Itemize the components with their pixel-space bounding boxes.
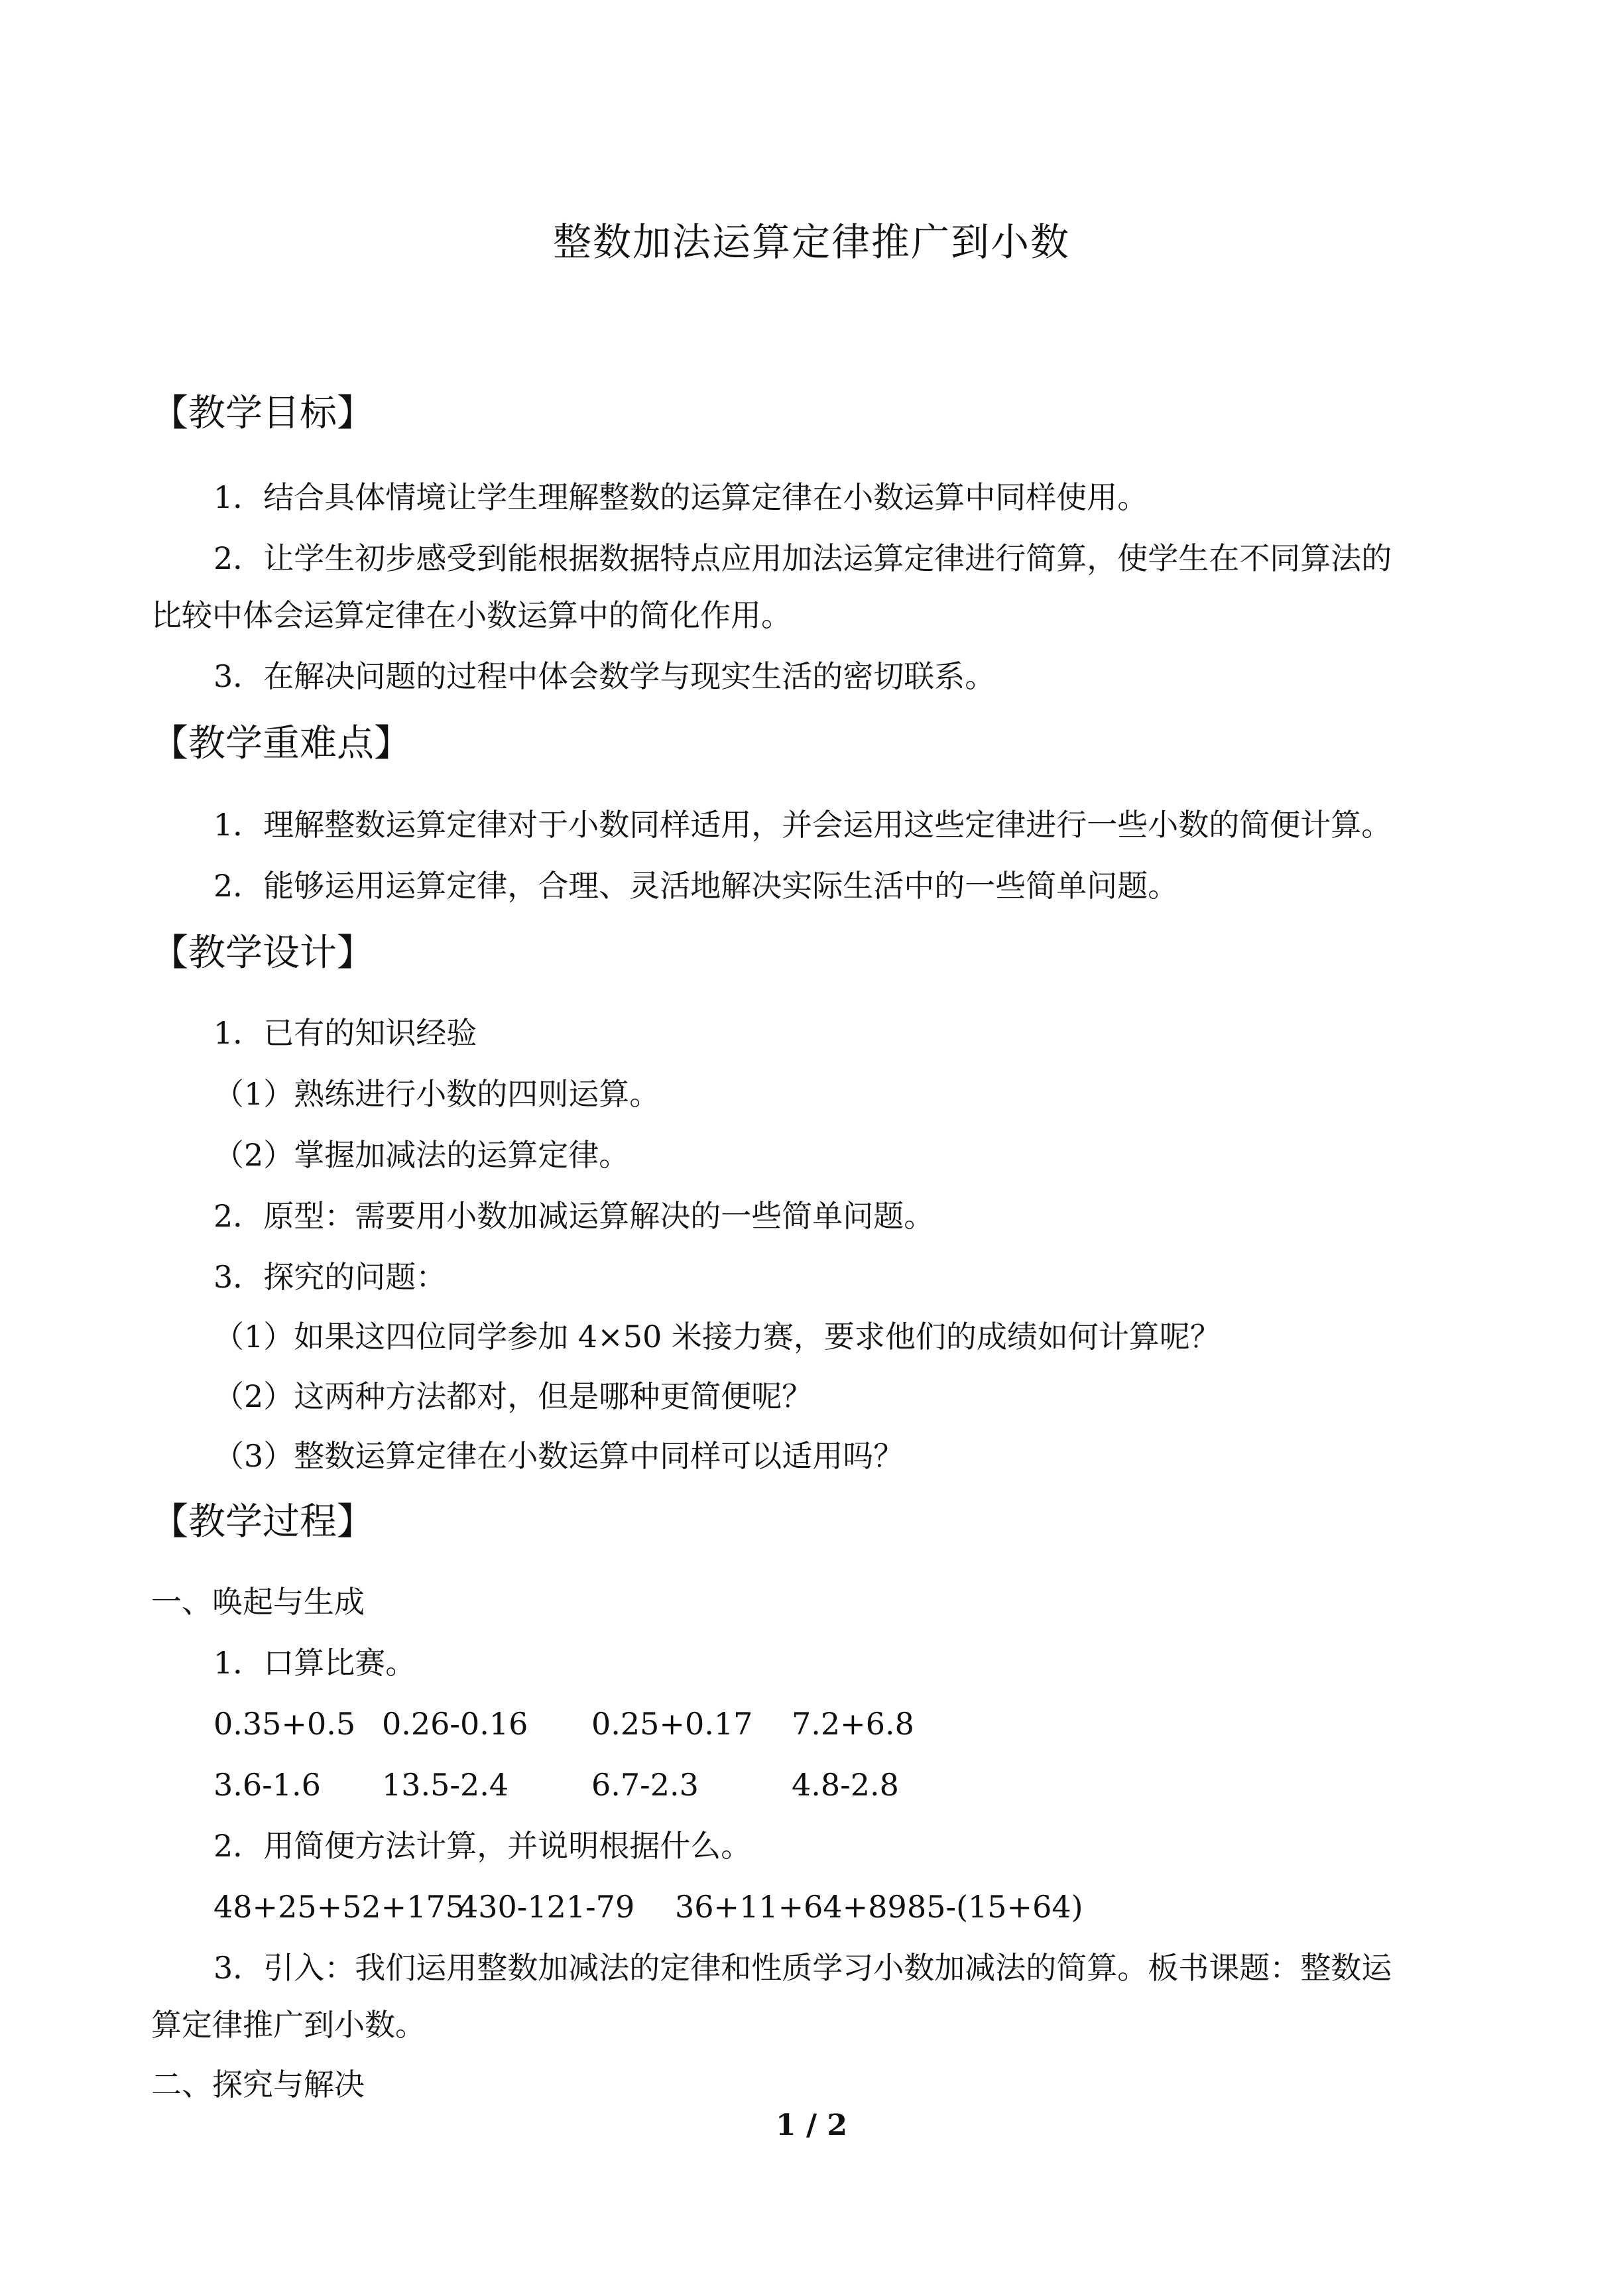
expression: 3.6-1.6 xyxy=(213,1767,321,1803)
design-question-1: （1）如果这四位同学参加 4×50 米接力赛，要求他们的成绩如何计算呢？ xyxy=(213,1319,1221,1355)
expression: 0.26-0.16 xyxy=(382,1706,528,1742)
section-heading-process: 【教学过程】 xyxy=(151,1500,374,1543)
expression: 13.5-2.4 xyxy=(382,1767,509,1803)
key-point-item-2: 2．能够运用运算定律，合理、灵活地解决实际生活中的一些简单问题。 xyxy=(213,868,1179,904)
simplify-calculation-row xyxy=(213,1887,1473,1927)
design-item-3: 3．探究的问题： xyxy=(213,1259,447,1295)
oral-arithmetic-row-2 xyxy=(213,1765,1473,1805)
document-title: 整数加法运算定律推广到小数 xyxy=(552,219,1070,265)
objective-item-2-cont: 比较中体会运算定律在小数运算中的简化作用。 xyxy=(151,597,792,633)
expression: 48+25+52+175 xyxy=(213,1889,465,1925)
section-heading-key-points: 【教学重难点】 xyxy=(151,722,411,765)
expression: 0.35+0.5 xyxy=(213,1706,356,1742)
expression: 85-(15+64) xyxy=(907,1889,1083,1925)
oral-arithmetic-row-1 xyxy=(213,1704,1473,1744)
design-item-1: 1．已有的知识经验 xyxy=(213,1015,477,1051)
design-subitem-1: （1）熟练进行小数的四则运算。 xyxy=(213,1076,660,1112)
process-item-1: 1．口算比赛。 xyxy=(213,1645,416,1681)
page-number: 1 / 2 xyxy=(776,2108,847,2142)
expression: 7.2+6.8 xyxy=(792,1706,914,1742)
expression: 6.7-2.3 xyxy=(591,1767,699,1803)
objective-item-2: 2．让学生初步感受到能根据数据特点应用加法运算定律进行简算，使学生在不同算法的 xyxy=(213,540,1392,576)
expression: 4.8-2.8 xyxy=(792,1767,899,1803)
process-item-3-cont: 算定律推广到小数。 xyxy=(151,2007,426,2043)
process-item-2: 2．用简便方法计算，并说明根据什么。 xyxy=(213,1828,752,1864)
design-item-2: 2．原型：需要用小数加减运算解决的一些简单问题。 xyxy=(213,1198,935,1234)
design-subitem-2: （2）掌握加减法的运算定律。 xyxy=(213,1137,630,1173)
process-item-3: 3．引入：我们运用整数加减法的定律和性质学习小数加减法的简算。板书课题：整数运 xyxy=(213,1950,1392,1986)
objective-item-3: 3．在解决问题的过程中体会数学与现实生活的密切联系。 xyxy=(213,658,996,694)
design-question-2: （2）这两种方法都对，但是哪种更简便呢？ xyxy=(213,1378,813,1414)
objective-item-1: 1．结合具体情境让学生理解整数的运算定律在小数运算中同样使用。 xyxy=(213,479,1148,515)
expression: 36+11+64+89 xyxy=(675,1889,907,1925)
section-heading-objectives: 【教学目标】 xyxy=(151,392,374,435)
design-question-3: （3）整数运算定律在小数运算中同样可以适用吗？ xyxy=(213,1438,904,1474)
process-part1-title: 一、唤起与生成 xyxy=(151,1584,365,1620)
key-point-item-1: 1．理解整数运算定律对于小数同样适用，并会运用这些定律进行一些小数的简便计算。 xyxy=(213,807,1392,843)
expression: 0.25+0.17 xyxy=(591,1706,753,1742)
expression: 430-121-79 xyxy=(459,1889,635,1925)
section-heading-design: 【教学设计】 xyxy=(151,932,374,975)
process-part2-title: 二、探究与解决 xyxy=(151,2067,365,2102)
